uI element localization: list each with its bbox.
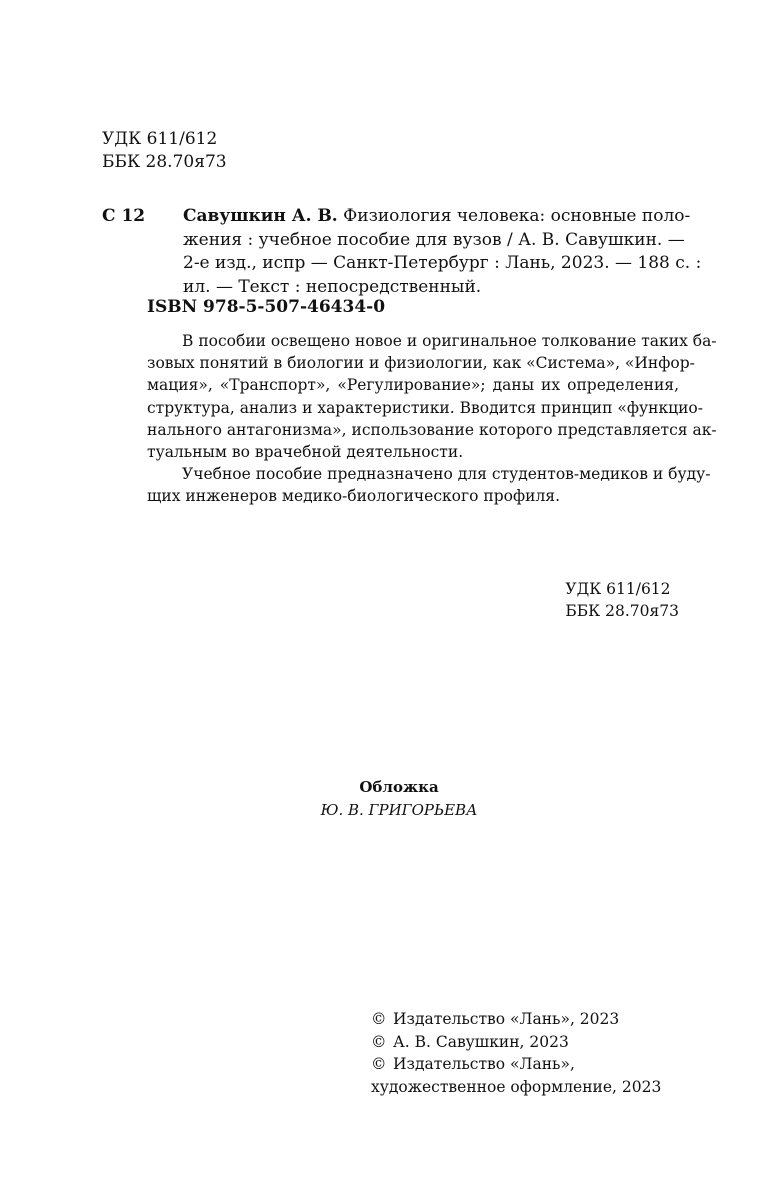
copyright-text-2: А. В. Савушкин, 2023 — [393, 1032, 569, 1051]
biblio-line-1 — [183, 205, 691, 229]
bbk-code-right: ББК 28.70я73 — [565, 602, 679, 620]
udk-code-right: УДК 611/612 — [565, 580, 671, 598]
udk-code-top: УДК 611/612 — [102, 129, 218, 149]
copyright-symbol: © — [371, 1055, 387, 1073]
abstract-p1-line-6: туальным во врачебной деятельности. — [147, 442, 464, 461]
copyright-line-1 — [371, 1008, 661, 1031]
biblio-line-4: ил. — Текст : непосредственный. — [183, 276, 482, 297]
copyright-text-3: Издательство «Лань», — [393, 1055, 575, 1073]
abstract — [147, 330, 717, 508]
copyright-block — [371, 1008, 661, 1098]
copyright-symbol: © — [371, 1010, 387, 1028]
classification-codes-right — [565, 578, 679, 622]
copyright-symbol: © — [371, 1032, 387, 1051]
copyright-text-1: Издательство «Лань», 2023 — [393, 1010, 620, 1028]
abstract-p1-line-1: В пособии освещено новое и оригинальное толкование таких ба- — [182, 332, 717, 350]
abstract-p1-line-3: мация», «Транспорт», «Регулирование»; даны их определения, — [147, 376, 679, 395]
abstract-p2-line-2: щих инженеров медико-биологического профиля. — [147, 487, 560, 506]
abstract-p1-line-5: нального антагонизма», использование которого представляется ак- — [147, 420, 717, 439]
biblio-line-2: жения : учебное пособие для вузов / А. В. Савушкин. — — [183, 229, 685, 250]
bibliographic-description — [183, 205, 702, 299]
cover-designer-name: Ю. В. ГРИГОРЬЕВА — [320, 801, 478, 819]
author-mark: С 12 — [102, 206, 146, 226]
isbn: ISBN 978-5-507-46434-0 — [147, 297, 386, 317]
biblio-line-3: 2-е изд., испр — Санкт-Петербург : Лань, 2023. — 188 с. : — [183, 253, 702, 273]
abstract-p1-line-4: структура, анализ и характеристики. Вводится принцип «функцио- — [147, 398, 703, 417]
copyright-line-4: художественное оформление, 2023 — [371, 1077, 662, 1096]
cover-credit-label: Обложка — [359, 778, 439, 796]
abstract-p1-line-2: зовых понятий в биологии и физиологии, как «Система», «Инфор- — [147, 354, 695, 373]
copyright-line-2 — [371, 1031, 661, 1054]
bbk-code-top: ББК 28.70я73 — [102, 152, 227, 172]
biblio-author: Савушкин А. В. — [183, 206, 338, 226]
biblio-title: Физиология человека: основные поло- — [343, 206, 691, 226]
copyright-line-3 — [371, 1053, 661, 1076]
abstract-p2-line-1: Учебное пособие предназначено для студентов-медиков и буду- — [182, 465, 711, 484]
